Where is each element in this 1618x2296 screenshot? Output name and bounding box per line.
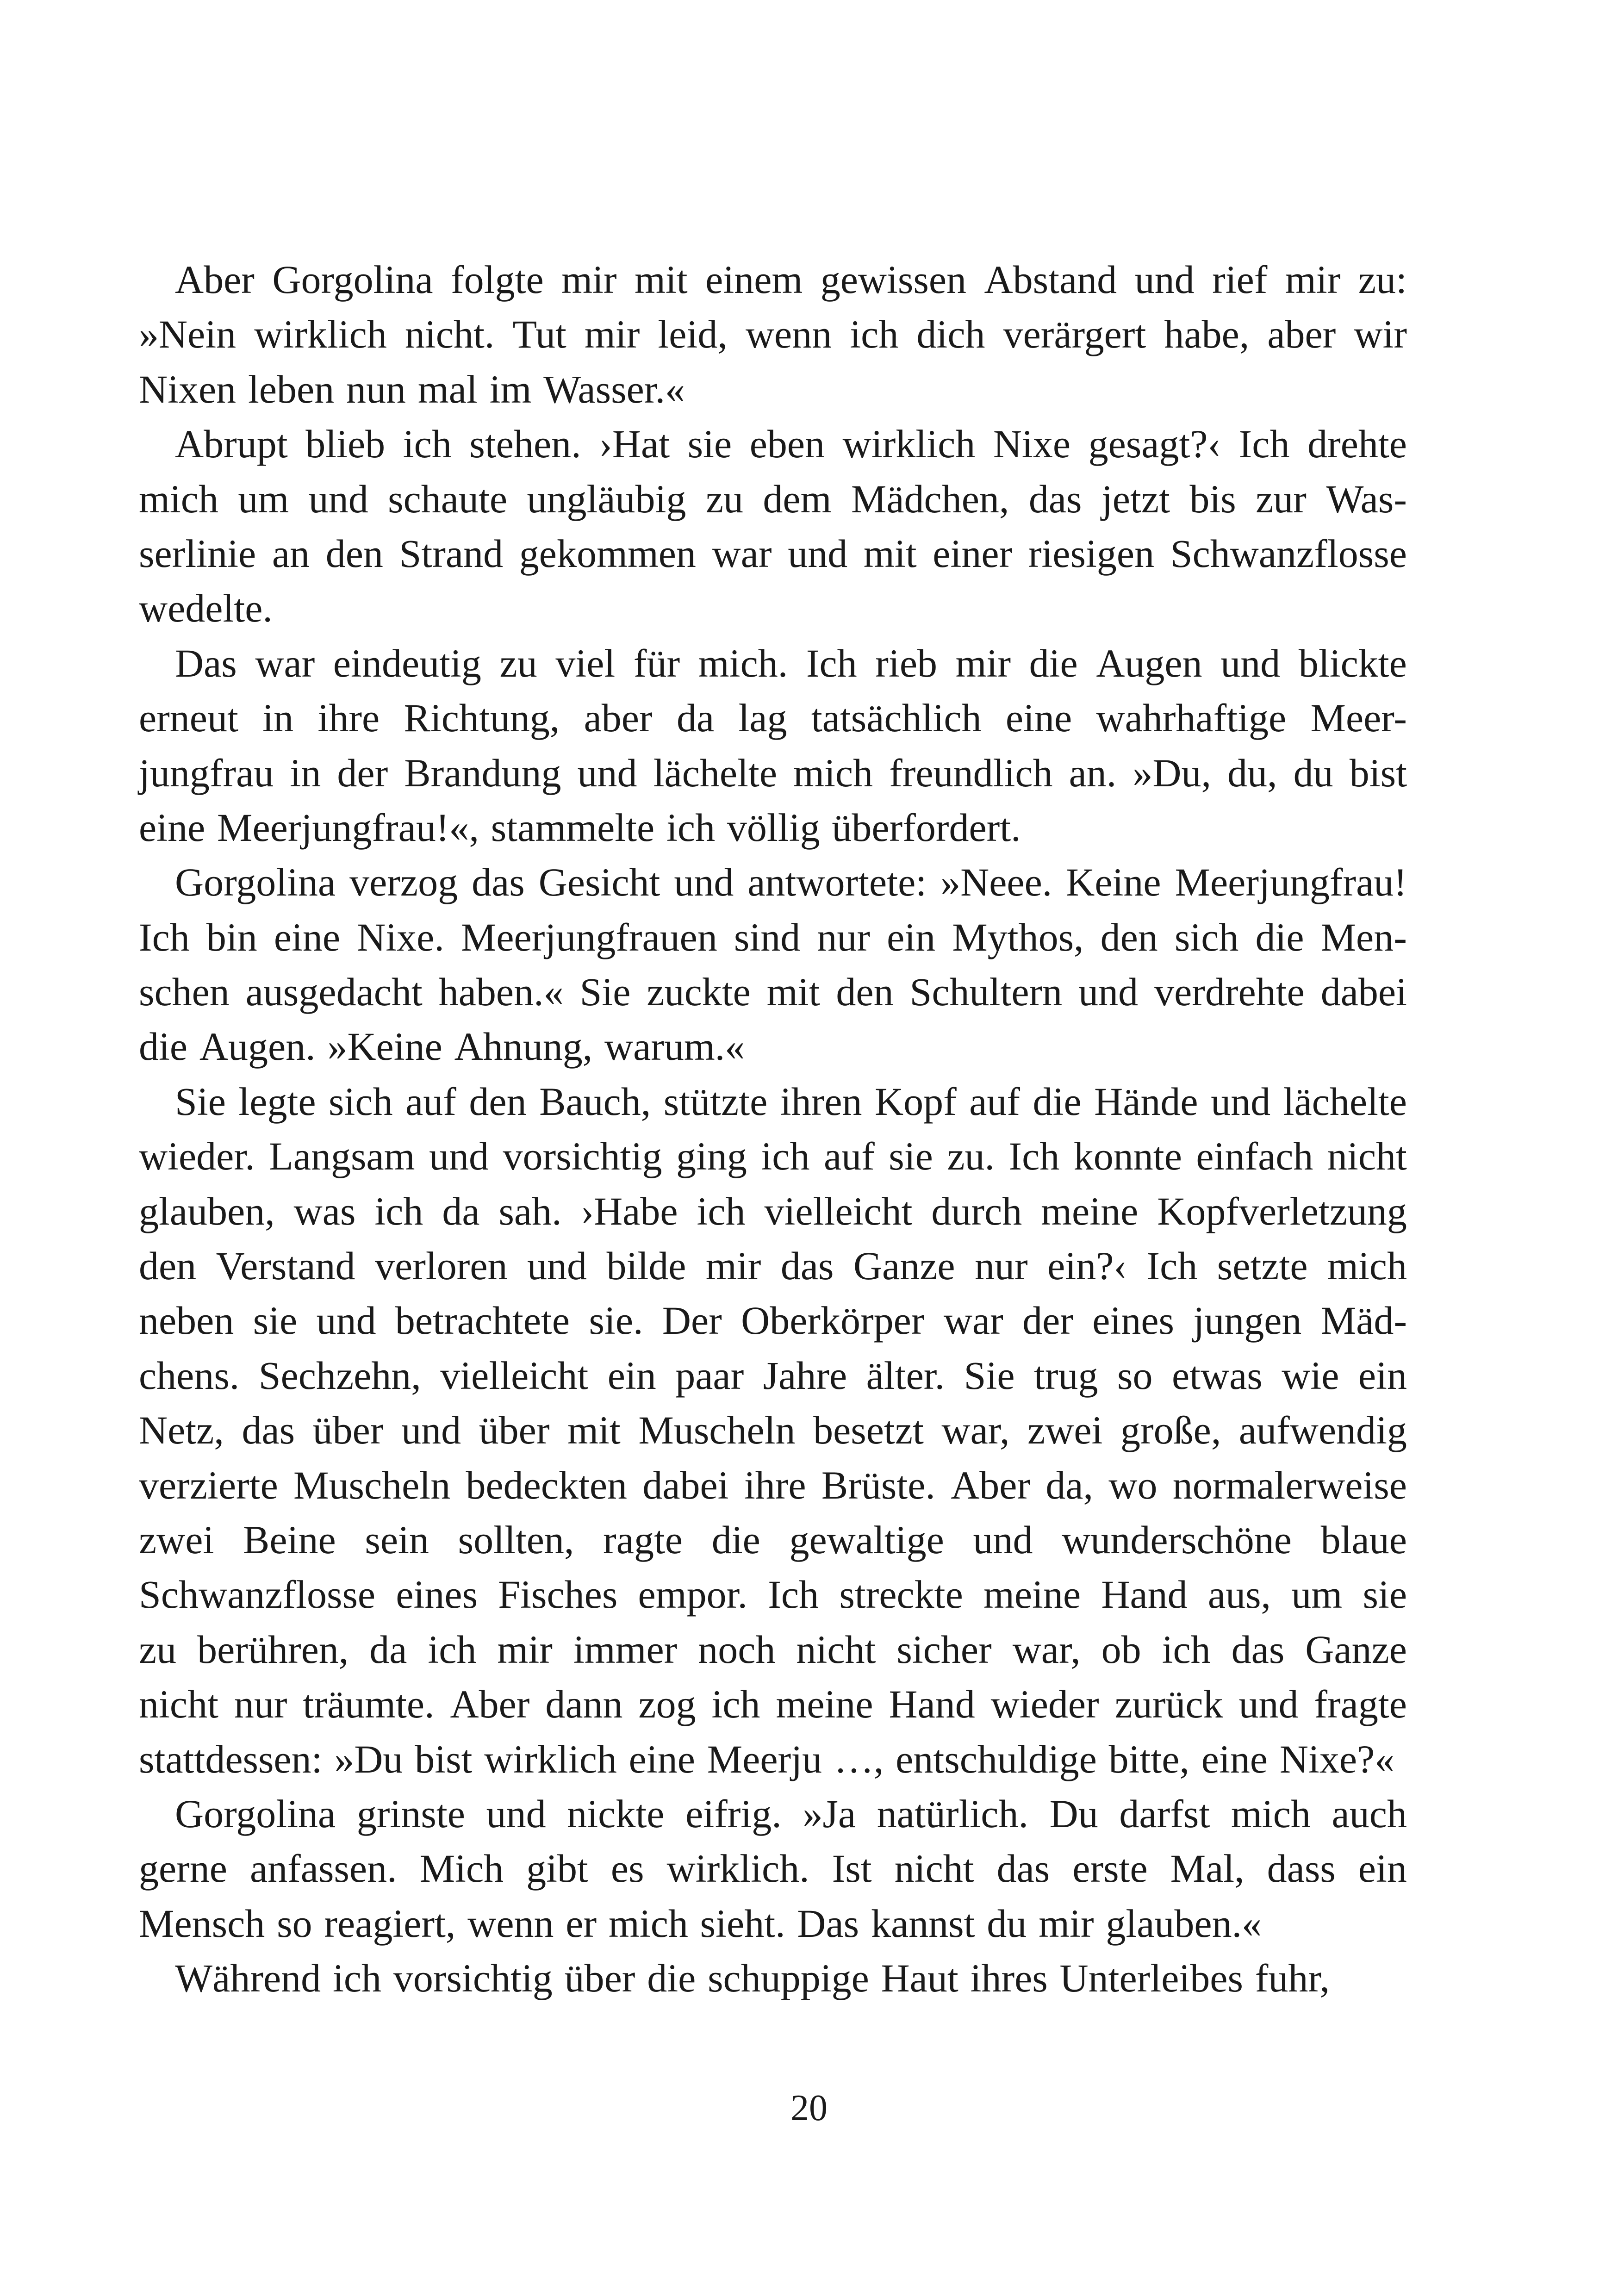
text-line: erneut in ihre Richtung, aber da lag tatsächlich eine wahrhaftige Meer- xyxy=(139,696,1407,740)
paragraph xyxy=(139,417,1407,636)
text-line: gerne anfassen. Mich gibt es wirklich. Ist nicht das erste Mal, dass ein xyxy=(139,1846,1407,1891)
text-line: Gorgolina verzog das Gesicht und antwortete: »Neee. Keine Meerjungfrau! xyxy=(175,860,1407,905)
text-line: Sie legte sich auf den Bauch, stützte ihren Kopf auf die Hände und lächelte xyxy=(175,1079,1407,1124)
text-line: chens. Sechzehn, vielleicht ein paar Jahre älter. Sie trug so etwas wie ein xyxy=(139,1353,1407,1398)
paragraph xyxy=(139,1951,1407,2005)
text-line: Schwanzflosse eines Fisches empor. Ich streckte meine Hand aus, um sie xyxy=(139,1572,1407,1617)
page-number: 20 xyxy=(790,2088,828,2128)
paragraph xyxy=(139,1074,1407,1786)
text-line: Gorgolina grinste und nickte eifrig. »Ja natürlich. Du darfst mich auch xyxy=(175,1791,1407,1836)
text-line: serlinie an den Strand gekommen war und mit einer riesigen Schwanzflosse xyxy=(139,531,1407,576)
text-line: glauben, was ich da sah. ›Habe ich vielleicht durch meine Kopfverletzung xyxy=(139,1188,1407,1233)
text-line: zwei Beine sein sollten, ragte die gewaltige und wunderschöne blaue xyxy=(139,1517,1407,1562)
text-line: Netz, das über und über mit Muscheln besetzt war, zwei große, aufwendig xyxy=(139,1408,1407,1453)
text-line: Während ich vorsichtig über die schuppige Haut ihres Unterleibes fuhr, xyxy=(175,1956,1330,2001)
text-line: verzierte Muscheln bedeckten dabei ihre Brüste. Aber da, wo normalerweise xyxy=(139,1462,1407,1507)
paragraph xyxy=(139,1786,1407,1951)
text-line: Ich bin eine Nixe. Meerjungfrauen sind nur ein Mythos, den sich die Men- xyxy=(139,915,1407,959)
book-page-body xyxy=(139,252,1407,2006)
text-line: zu berühren, da ich mir immer noch nicht sicher war, ob ich das Ganze xyxy=(139,1627,1407,1672)
text-line: die Augen. »Keine Ahnung, warum.« xyxy=(139,1024,745,1069)
text-line: Aber Gorgolina folgte mir mit einem gewissen Abstand und rief mir zu: xyxy=(175,257,1407,302)
text-line: jungfrau in der Brandung und lächelte mich freundlich an. »Du, du, du bist xyxy=(139,750,1407,795)
text-line: Das war eindeutig zu viel für mich. Ich rieb mir die Augen und blickte xyxy=(175,641,1407,685)
text-line: schen ausgedacht haben.« Sie zuckte mit den Schultern und verdrehte dabei xyxy=(139,970,1407,1014)
text-line: Nixen leben nun mal im Wasser.« xyxy=(139,367,685,411)
text-line: nicht nur träumte. Aber dann zog ich meine Hand wieder zurück und fragte xyxy=(139,1682,1407,1727)
paragraph xyxy=(139,855,1407,1074)
paragraph xyxy=(139,636,1407,855)
text-line: Abrupt blieb ich stehen. ›Hat sie eben wirklich Nixe gesagt?‹ Ich drehte xyxy=(175,422,1407,467)
text-line: eine Meerjungfrau!«, stammelte ich völlig überfordert. xyxy=(139,805,1021,850)
text-line: stattdessen: »Du bist wirklich eine Meerju …, entschuldige bitte, eine Nixe?« xyxy=(139,1736,1395,1781)
text-line: den Verstand verloren und bilde mir das Ganze nur ein?‹ Ich setzte mich xyxy=(139,1244,1407,1288)
text-line: »Nein wirklich nicht. Tut mir leid, wenn ich dich verärgert habe, aber wir xyxy=(139,312,1407,357)
paragraph xyxy=(139,252,1407,417)
text-line: mich um und schaute ungläubig zu dem Mädchen, das jetzt bis zur Was- xyxy=(139,476,1407,521)
text-line: neben sie und betrachtete sie. Der Oberkörper war der eines jungen Mäd- xyxy=(139,1298,1407,1343)
text-line: wieder. Langsam und vorsichtig ging ich auf sie zu. Ich konnte einfach nicht xyxy=(139,1134,1407,1179)
text-line: Mensch so reagiert, wenn er mich sieht. Das kannst du mir glauben.« xyxy=(139,1901,1262,1946)
text-line: wedelte. xyxy=(139,586,273,631)
